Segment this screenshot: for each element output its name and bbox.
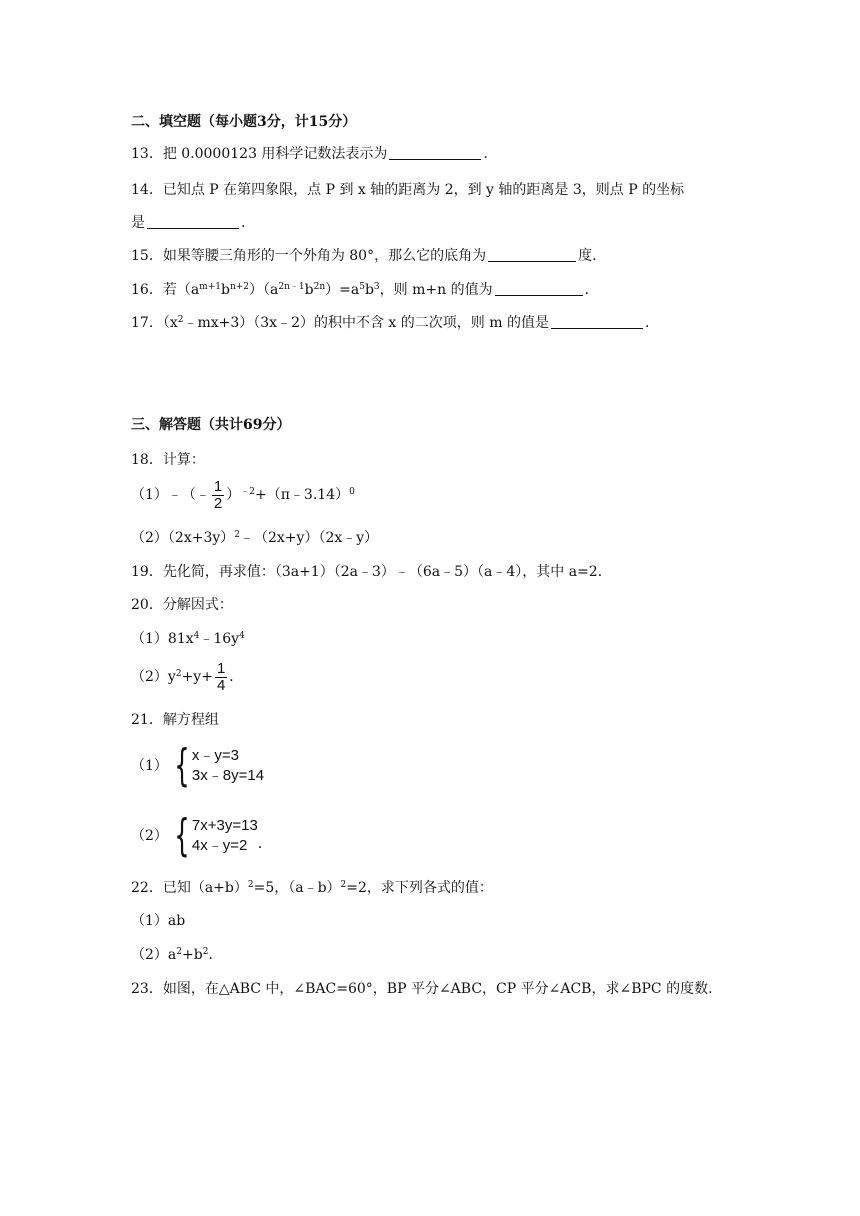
question-15: 15．如果等腰三角形的一个外角为 80°，那么它的底角为 度． xyxy=(131,248,607,264)
fraction: $\frac{1}{2}$ xyxy=(213,477,223,512)
brace-icon: { xyxy=(174,810,190,861)
equation-system: { 7x+3y=13 4x﹣y=2 xyxy=(174,810,258,861)
section-3-title: 三、解答题（共计69分） xyxy=(131,417,291,433)
question-20-part-2: $(2)y^2+y+$ $\frac{1}{4}$ ． xyxy=(131,659,244,694)
answer-blank xyxy=(551,314,643,329)
question-14-line-1: 14．已知点 P 在第四象限，点 P 到 x 轴的距离为 2，到 y 轴的距离是 3，则点 P 的坐标 xyxy=(131,182,685,198)
question-14-line-2: 是 ． xyxy=(131,215,255,231)
question-18-part-2: $(2)(2x+3y)^2﹣(2x+y)(2x﹣y)$ xyxy=(131,530,379,546)
answer-blank xyxy=(147,214,239,229)
question-21-part-1: （1） { x﹣y=3 3x﹣8y=14 xyxy=(131,740,265,791)
question-16: 16．若$(a^{m+1}b^{n+2})(a^{2n﹣1}b^{2n})=a^5b^3$，则 m+n 的值为 ． xyxy=(131,282,599,298)
question-19: 19．先化简，再求值：（3a+1）（2a﹣3）﹣（6a﹣5）（a﹣4），其中 a=2． xyxy=(131,564,612,580)
question-22-part-1: （1）ab xyxy=(131,913,186,929)
question-18-label: 18．计算： xyxy=(131,452,205,468)
fraction: $\frac{1}{4}$ xyxy=(216,659,226,694)
question-21-part-2: （2） { 7x+3y=13 4x﹣y=2 ． xyxy=(131,810,272,861)
question-21-label: 21．解方程组 xyxy=(131,712,219,728)
question-13: 13．把 0.0000123 用科学记数法表示为 ． xyxy=(131,146,498,162)
question-18-part-1: （1）﹣（﹣ $\frac{1}{2}$ ）$^{﹣2}$+（π﹣3.14）$^0$ xyxy=(131,477,355,512)
answer-blank xyxy=(488,247,576,262)
answer-blank xyxy=(389,145,481,160)
question-23: 23．如图，在△ABC 中，∠BAC=60°，BP 平分∠ABC，CP 平分∠ACB，求∠BPC 的度数． xyxy=(131,981,723,997)
question-22: 22．已知$(a+b)^2=5$，（a﹣b）$^2$=2，求下列各式的值： xyxy=(131,880,493,896)
question-20-label: 20．分解因式： xyxy=(131,597,233,613)
equation-system: { x﹣y=3 3x﹣8y=14 xyxy=(174,740,265,791)
question-20-part-1: $(1)81x^4﹣16y^4$ xyxy=(131,631,245,647)
section-2-title: 二、填空题（每小题3分，计15分） xyxy=(131,114,357,130)
answer-blank xyxy=(495,281,583,296)
question-22-part-2: $(2)a^2+b^2$． xyxy=(131,947,223,963)
question-17: 17．$(x^2﹣mx+3)(3x﹣2)$的积中不含 x 的二次项，则 m 的值是 ． xyxy=(131,315,659,331)
brace-icon: { xyxy=(174,740,190,791)
